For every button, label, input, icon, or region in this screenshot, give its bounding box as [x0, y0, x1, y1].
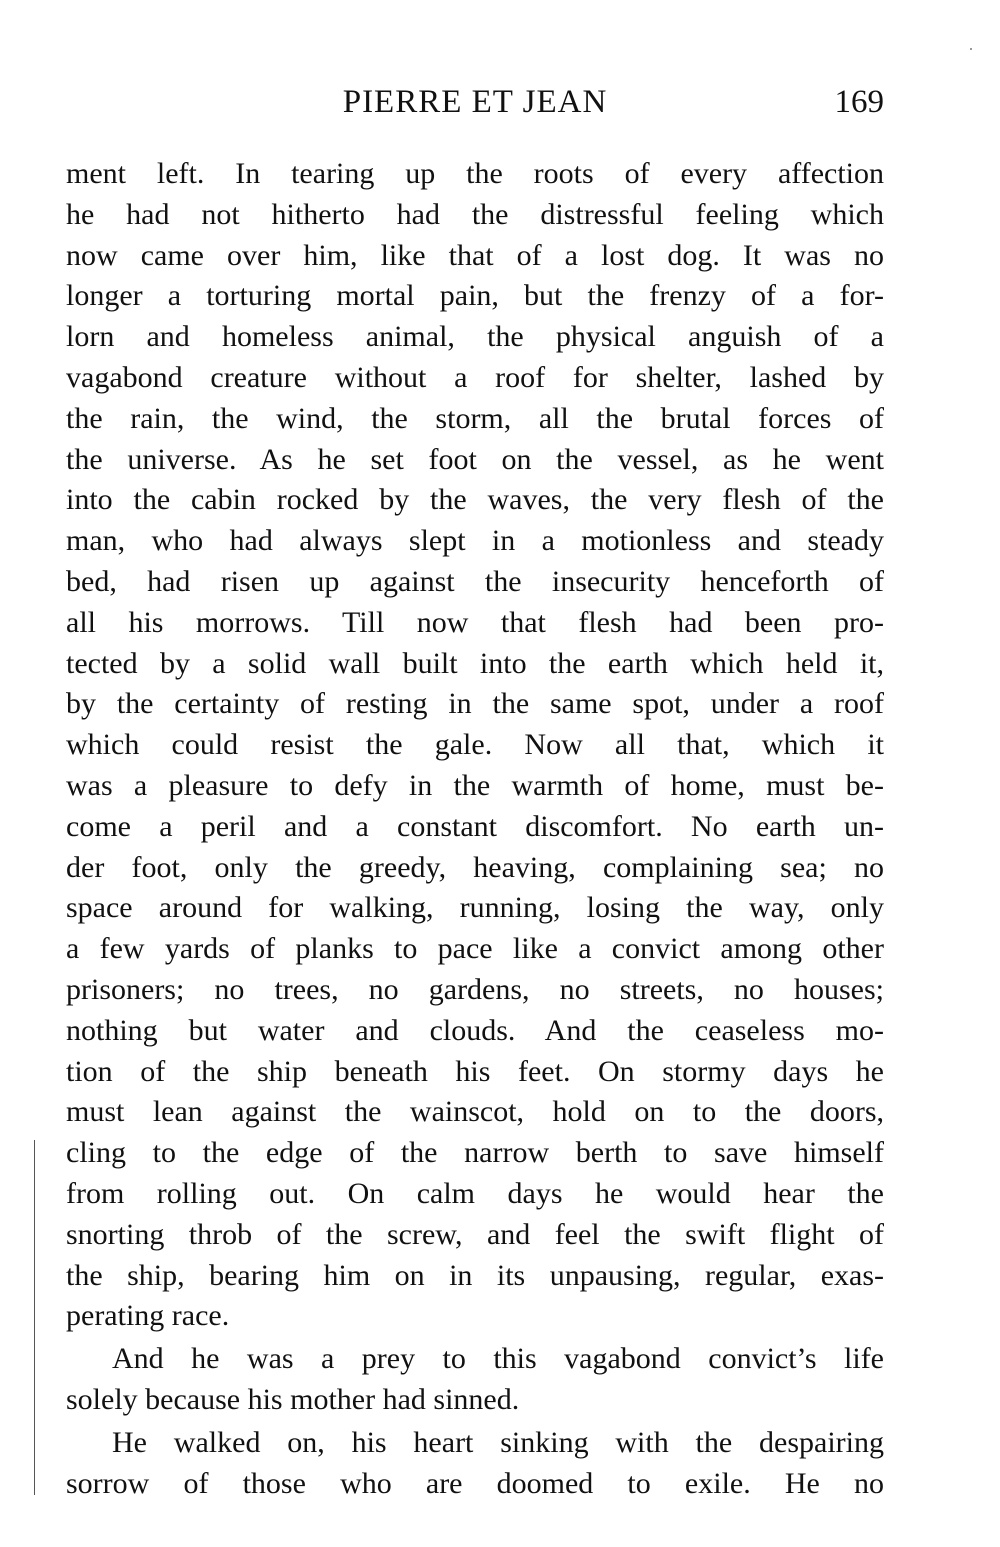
- text-line: prisoners; no trees, no gardens, no streets, no houses;: [66, 972, 884, 1006]
- text-line: lorn and homeless animal, the physical anguish of a: [66, 320, 884, 354]
- text-line: now came over him, like that of a lost dog. It was no: [66, 238, 884, 272]
- text-line: from rolling out. On calm days he would hear the: [66, 1176, 884, 1210]
- text-line: ment left. In tearing up the roots of every affection: [66, 157, 884, 190]
- body-text: [66, 154, 884, 1504]
- paragraph-2: [66, 1339, 884, 1421]
- text-line: the ship, bearing him on in its unpausing, regular, exas-: [66, 1258, 884, 1292]
- text-line: nothing but water and clouds. And the ceaseless mo-: [66, 1013, 884, 1047]
- text-line: all his morrows. Till now that flesh had been pro-: [66, 605, 884, 639]
- paragraph-1: [66, 154, 884, 1337]
- text-line: a few yards of planks to pace like a convict among other: [66, 932, 884, 966]
- text-line: must lean against the wainscot, hold on to the doors,: [66, 1095, 884, 1129]
- text-line: der foot, only the greedy, heaving, complaining sea; no: [66, 850, 884, 884]
- text-line: tected by a solid wall built into the earth which held it,: [66, 646, 884, 680]
- text-line: longer a torturing mortal pain, but the frenzy of a for-: [66, 279, 884, 313]
- text-line: by the certainty of resting in the same spot, under a roof: [66, 687, 884, 721]
- text-line: tion of the ship beneath his feet. On stormy days he: [66, 1054, 884, 1088]
- text-line: space around for walking, running, losing the way, only: [66, 891, 884, 925]
- text-line: solely because his mother had sinned.: [66, 1382, 520, 1416]
- text-line: bed, had risen up against the insecurity henceforth of: [66, 564, 884, 598]
- text-line: He walked on, his heart sinking with the despairing: [112, 1425, 884, 1459]
- text-line: the rain, the wind, the storm, all the brutal forces of: [66, 401, 884, 435]
- text-line: perating race.: [66, 1299, 230, 1333]
- text-line: into the cabin rocked by the waves, the very flesh of the: [66, 483, 884, 517]
- text-line: was a pleasure to defy in the warmth of home, must be-: [66, 768, 884, 802]
- paragraph-3: [66, 1423, 884, 1505]
- page-header: [66, 78, 884, 126]
- text-line: man, who had always slept in a motionless and steady: [66, 524, 884, 558]
- text-line: snorting throb of the screw, and feel the swift flight of: [66, 1217, 884, 1251]
- text-line: the universe. As he set foot on the vessel, as he went: [66, 442, 884, 476]
- edge-speck: [970, 48, 972, 50]
- text-line: which could resist the gale. Now all that, which it: [66, 728, 884, 762]
- text-line: sorrow of those who are doomed to exile. He no: [66, 1466, 884, 1500]
- text-line: vagabond creature without a roof for shelter, lashed by: [66, 360, 884, 394]
- text-line: cling to the edge of the narrow berth to save himself: [66, 1136, 884, 1170]
- text-line: he had not hitherto had the distressful feeling which: [66, 197, 884, 231]
- page-number: 169: [834, 84, 884, 120]
- text-line: And he was a prey to this vagabond convict’s life: [112, 1342, 884, 1376]
- margin-rule: [34, 1140, 35, 1495]
- running-title: PIERRE ET JEAN: [342, 84, 608, 120]
- text-line: come a peril and a constant discomfort. No earth un-: [66, 809, 884, 843]
